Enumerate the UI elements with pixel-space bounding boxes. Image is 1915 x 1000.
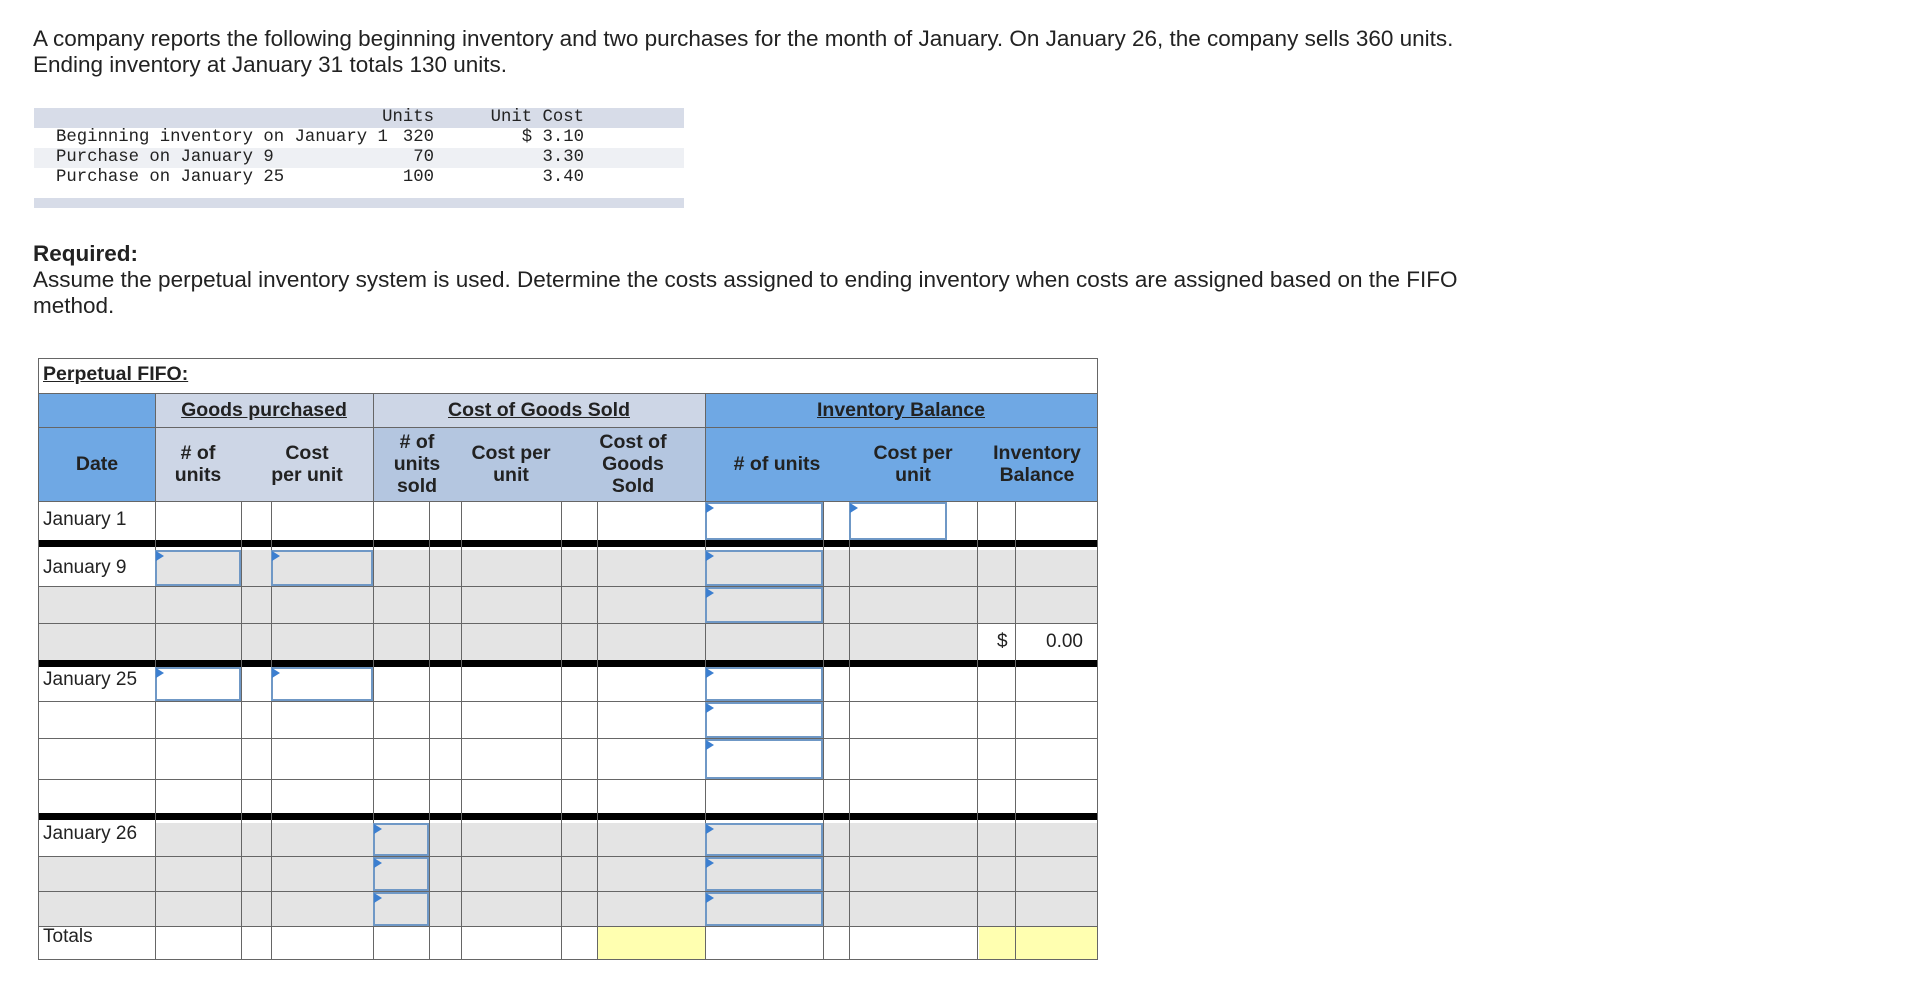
given-units-header: Units [382,108,434,127]
given-row-units: 70 [413,148,434,167]
required-section [33,241,1473,319]
given-row [34,168,684,188]
given-row [34,128,684,148]
gray-block-jan26 [39,823,1097,926]
jan26-cogs-units-input[interactable] [373,857,429,891]
col-header-ib-cost: Cost per unit [849,427,977,501]
jan9-balance-currency: $ [997,631,1008,652]
jan1-ib-units-input[interactable] [705,502,823,540]
jan26-ib-units-input[interactable] [705,857,823,891]
jan25-ib-units-input[interactable] [705,667,823,701]
row-label-totals: Totals [43,926,93,947]
problem-intro: A company reports the following beginning inventory and two purchases for the month of January. On January 26, the company sells 360 units. Ending inventory at January 31 totals 130 units. [33,26,1454,77]
given-row-units: 320 [402,128,434,147]
jan9-ib-units-input[interactable] [705,587,823,623]
given-row-cost: 3.30 [542,148,584,167]
col-header-gp-units: # of units [155,427,241,501]
given-row-label: Purchase on January 25 [56,168,285,187]
jan26-cogs-units-input[interactable] [373,892,429,926]
col-header-cogs-units: # of units sold [373,427,461,501]
given-row-cost: $ 3.10 [521,128,584,147]
jan9-balance-value: 0.00 [1046,631,1083,652]
group-header-cogs: Cost of Goods Sold [373,393,705,427]
given-row-units: 100 [402,168,434,187]
group-header-inventory-balance: Inventory Balance [705,393,1097,427]
jan9-ib-units-input[interactable] [705,550,823,586]
col-header-cogs-cost: Cost per unit [461,427,561,501]
given-data-table [34,108,684,206]
inventory-total-cell [979,927,1097,959]
jan26-ib-units-input[interactable] [705,823,823,856]
row-label-jan1: January 1 [43,509,127,530]
jan25-gp-cost-input[interactable] [271,667,373,701]
worksheet-title: Perpetual FIFO: [43,363,189,385]
jan25-gp-units-input[interactable] [155,667,241,701]
jan26-ib-units-input[interactable] [705,892,823,926]
given-row-label: Purchase on January 9 [56,148,274,167]
col-header-date: Date [39,427,155,501]
row-separator [39,813,1097,820]
jan25-ib-units-input[interactable] [705,702,823,738]
col-header-gp-cost: Cost per unit [241,427,373,501]
col-header-cogs-total: Cost of Goods Sold [561,427,705,501]
row-label-jan25: January 25 [43,669,138,690]
cogs-total-cell [597,927,705,959]
row-separator [39,660,1097,667]
jan9-gp-cost-input[interactable] [271,550,373,586]
required-heading: Required: [33,241,139,266]
given-header-row [34,108,684,128]
given-row [34,148,684,168]
given-row-label: Beginning inventory on January 1 [56,128,388,147]
row-separator [39,540,1097,547]
given-cost-header: Unit Cost [490,108,584,127]
jan9-gp-units-input[interactable] [155,550,241,586]
given-row-cost: 3.40 [542,168,584,187]
jan26-cogs-units-input[interactable] [373,823,429,856]
jan1-ib-cost-input[interactable] [849,502,947,540]
group-header-goods-purchased: Goods purchased [155,393,373,427]
required-text: Assume the perpetual inventory system is used. Determine the costs assigned to ending inventory when costs are assigned based on the FIFO method. [33,267,1458,318]
row-label-jan26: January 26 [43,823,138,844]
row-label-jan9: January 9 [43,557,127,578]
given-footer-bar [34,198,684,208]
col-header-ib-total: Inventory Balance [977,427,1097,501]
group-header-blank [39,393,155,427]
col-header-ib-units: # of units [705,427,849,501]
perpetual-fifo-worksheet [38,358,1098,960]
jan25-ib-units-input[interactable] [705,739,823,779]
